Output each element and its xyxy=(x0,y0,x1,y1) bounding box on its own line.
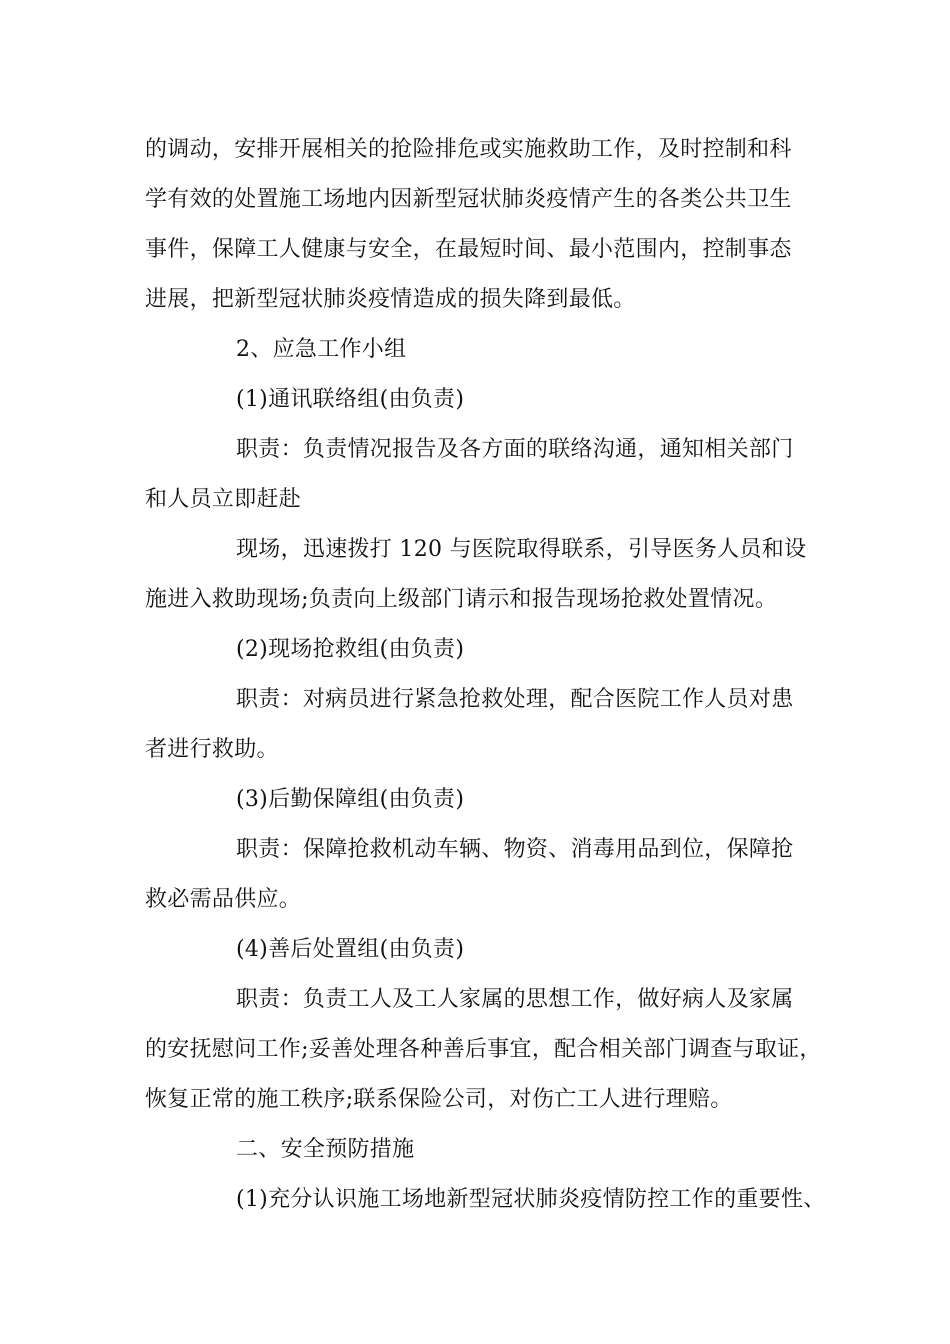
group-heading: (4)善后处置组(由负责) xyxy=(236,937,465,962)
group-heading: (3)后勤保障组(由负责) xyxy=(236,787,465,812)
section-heading: 二、安全预防措施 xyxy=(236,1137,415,1162)
paragraph-line: 职责：对病员进行紧急抢救处理，配合医院工作人员对患 xyxy=(236,687,794,712)
paragraph-line: 的调动，安排开展相关的抢险排危或实施救助工作，及时控制和科 xyxy=(145,137,792,162)
paragraph-line: 现场，迅速拨打 120 与医院取得联系，引导医务人员和设 xyxy=(236,537,807,562)
paragraph-line: 职责：负责情况报告及各方面的联络沟通，通知相关部门 xyxy=(236,437,794,462)
paragraph-line: 职责：负责工人及工人家属的思想工作，做好病人及家属 xyxy=(236,987,794,1012)
paragraph-line: 的安抚慰问工作;妥善处理各种善后事宜，配合相关部门调查与取证， xyxy=(145,1037,822,1062)
paragraph-line: (1)充分认识施工场地新型冠状肺炎疫情防控工作的重要性、 xyxy=(236,1187,826,1212)
group-heading: (2)现场抢救组(由负责) xyxy=(236,637,465,662)
paragraph-line: 和人员立即赶赴 xyxy=(145,487,302,512)
paragraph-line: 进展，把新型冠状肺炎疫情造成的损失降到最低。 xyxy=(145,287,636,312)
paragraph-line: 者进行救助。 xyxy=(145,737,279,762)
paragraph-line: 职责：保障抢救机动车辆、物资、消毒用品到位，保障抢 xyxy=(236,837,794,862)
section-heading: 2、应急工作小组 xyxy=(236,337,407,362)
paragraph-line: 事件，保障工人健康与安全，在最短时间、最小范围内，控制事态 xyxy=(145,237,792,262)
group-heading: (1)通讯联络组(由负责) xyxy=(236,387,465,412)
paragraph-line: 施进入救助现场;负责向上级部门请示和报告现场抢救处置情况。 xyxy=(145,587,778,612)
paragraph-line: 救必需品供应。 xyxy=(145,887,302,912)
paragraph-line: 恢复正常的施工秩序;联系保险公司，对伤亡工人进行理赔。 xyxy=(145,1087,733,1112)
paragraph-line: 学有效的处置施工场地内因新型冠状肺炎疫情产生的各类公共卫生 xyxy=(145,187,792,212)
